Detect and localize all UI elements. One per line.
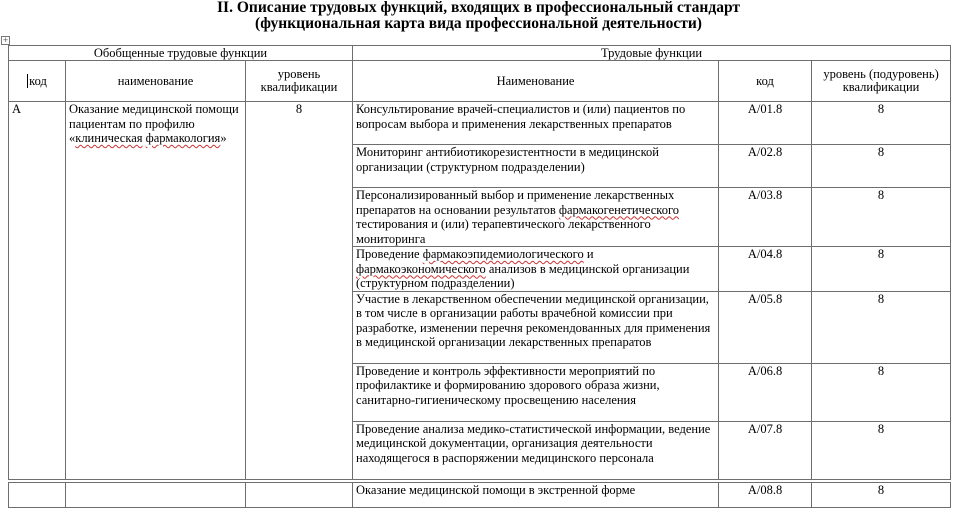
- function-level: 8: [812, 291, 951, 363]
- function-code: A/06.8: [719, 363, 812, 421]
- header-code-2: код: [719, 61, 812, 102]
- function-code: A/08.8: [719, 482, 812, 507]
- function-level: 8: [812, 145, 951, 188]
- spellcheck-word: фармакология: [145, 131, 221, 145]
- function-code: A/03.8: [719, 188, 812, 247]
- function-code: A/01.8: [719, 102, 812, 145]
- spellcheck-word: клиническая: [75, 131, 143, 145]
- title-line-2: (функциональная карта вида профессиональной деятельности): [255, 15, 702, 32]
- document-title: [0, 0, 957, 32]
- function-code: A/02.8: [719, 145, 812, 188]
- functional-map-table: [8, 45, 951, 508]
- text-cursor: [27, 74, 28, 88]
- function-level: 8: [812, 482, 951, 507]
- spellcheck-word: фармакоэкономического: [356, 261, 486, 276]
- function-name: Участие в лекарственном обеспечении медицинской организации, в том числе в организации работы врачебной комиссии при разработке, изменении перечня рекомендованных для применения в медицинской организации лекарственных препаратов: [353, 291, 719, 363]
- table-move-handle[interactable]: +: [2, 36, 9, 44]
- header-name: наименование: [66, 61, 246, 102]
- table-row: [9, 102, 951, 145]
- header-level: уровень квалификации: [246, 61, 353, 102]
- header-name-2: Наименование: [353, 61, 719, 102]
- function-name: Персонализированный выбор и применение лекарственных препаратов на основании результатов фармакогенетического тестирования и (или) терапевтического лекарственного мониторинга: [353, 188, 719, 247]
- function-level: 8: [812, 363, 951, 421]
- empty-cell: [66, 482, 246, 507]
- header-labor-functions: Трудовые функции: [353, 46, 951, 61]
- header-level-2: уровень (подуровень) квалификации: [812, 61, 951, 102]
- function-code: A/04.8: [719, 247, 812, 292]
- empty-cell: [246, 482, 353, 507]
- function-level: 8: [812, 102, 951, 145]
- function-name: Проведение анализа медико-статистической информации, ведение медицинской документации, организация деятельности находящегося в распоряжении медицинского персонала: [353, 421, 719, 479]
- function-level: 8: [812, 188, 951, 247]
- spellcheck-word: фармакоэпидемиологического: [422, 247, 584, 261]
- function-name: Консультирование врачей-специалистов и (или) пациентов по вопросам выбора и применения лекарственных препаратов: [353, 102, 719, 145]
- function-level: 8: [812, 421, 951, 479]
- empty-cell: [9, 482, 66, 507]
- header-generalized-functions: Обобщенные трудовые функции: [9, 46, 353, 61]
- general-function-level: 8: [246, 102, 353, 480]
- function-level: 8: [812, 247, 951, 292]
- spellcheck-word: фармакогенетического: [558, 202, 680, 217]
- header-code-label: код: [29, 73, 47, 88]
- general-function-code: А: [9, 102, 66, 480]
- function-code: A/05.8: [719, 291, 812, 363]
- function-name: Мониторинг антибиотикорезистентности в медицинской организации (структурном подразделении): [353, 145, 719, 188]
- header-group-row: [9, 46, 951, 61]
- function-name: Проведение и контроль эффективности мероприятий по профилактике и формированию здорового образа жизни, санитарно-гигиеническому просвещению населения: [353, 363, 719, 421]
- function-code: A/07.8: [719, 421, 812, 479]
- function-name: Оказание медицинской помощи в экстренной форме: [353, 482, 719, 507]
- title-line-1: II. Описание трудовых функций, входящих в профессиональный стандарт: [217, 0, 740, 16]
- table-row: [9, 482, 951, 507]
- header-columns-row: [9, 61, 951, 102]
- general-function-name: Оказание медицинской помощи пациентам по профилю «клиническая фармакология»: [66, 102, 246, 480]
- function-name: Проведение фармакоэпидемиологического и фармакоэкономического анализов в медицинской организации (структурном подразделении): [353, 247, 719, 292]
- header-code: [9, 61, 66, 102]
